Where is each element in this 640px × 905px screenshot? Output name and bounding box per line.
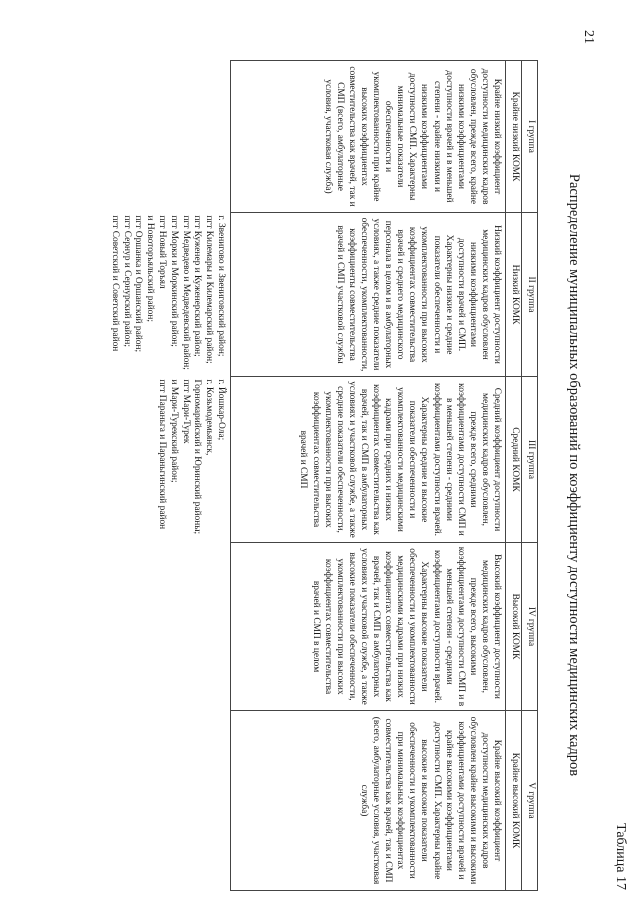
page-number: 21 <box>581 30 596 44</box>
municipality-item: г. Козьмодемьянск, <box>204 379 215 456</box>
level-header-row <box>506 61 522 891</box>
group-header-5: V группа <box>522 711 538 891</box>
rotated-page-content <box>68 60 628 890</box>
municipality-item: пгт Мари-Турек <box>180 379 191 444</box>
group-header-row <box>522 61 538 891</box>
municipalities-cell-5 <box>68 711 231 891</box>
municipality-item: и Мари-Турекский район; <box>168 379 179 483</box>
level-header-4: Высокий КОМК <box>506 543 522 711</box>
municipality-item: пгт Оршанка и Оршанский район; <box>133 215 144 353</box>
description-cell-1: Крайне низкий коэффициент доступности медицинских кадров обусловлен, прежде всего, крайне низкими коэффициентами доступности врачей и в меньшей степени - крайне низкими и низкими коэффициентами доступности СМП. Характерны минимальные показатели обеспеченности и укомплектованности при крайне высоких коэффициентах совместительства как врачей, так и СМП (всего, амбулаторные условия, участковая служба) <box>231 61 506 213</box>
municipalities-cell-4 <box>68 543 231 711</box>
municipality-item: пгт Медведево и Медведевский район; <box>180 215 191 370</box>
municipality-item: пгт Килемары и Килемарский район; <box>204 215 215 364</box>
municipality-item: г. Звенигово и Звениговский район; <box>216 215 227 357</box>
municipality-item: пгт Параньга и Параньгинский район <box>157 379 168 530</box>
municipality-item: пгт Морки и Моркинский район; <box>168 215 179 347</box>
level-header-3: Средний КОМК <box>506 377 522 543</box>
description-cell-4: Высокий коэффициент доступности медицинских кадров обусловлен, прежде всего, высокими коэффициентами доступности СМП и в меньшей степени - средними коэффициентами доступности врачей. Характерны высокие показатели обеспеченности и укомплектованности медицинскими кадрами при низких коэффициентах совместительства как врачей, так и СМП в амбулаторных условиях и участковой службе, а также высокие показатели обеспеченности, укомплектованности при высоких коэффициентах совместительства врачей и СМП в целом <box>231 543 506 711</box>
municipalities-cell-3 <box>68 377 231 543</box>
municipalities-cell-2 <box>68 213 231 377</box>
table-label: Таблица 17 <box>613 823 628 890</box>
municipality-item: Горномарийский и Юринский районы; <box>192 379 203 535</box>
municipalities-cell-1 <box>68 61 231 213</box>
municipality-item: пгт Новый Торъял <box>157 215 168 289</box>
group-header-3: III группа <box>522 377 538 543</box>
municipality-item: пгт Советский и Советский район <box>109 215 120 352</box>
group-header-1: I группа <box>522 61 538 213</box>
level-header-1: Крайне низкий КОМК <box>506 61 522 213</box>
table-title: Распределение муниципальных образований по коэффициенту доступности медицинских кадров <box>566 173 582 777</box>
distribution-table <box>68 60 538 891</box>
description-cell-5: Крайне высокий коэффициент доступности медицинских кадров обусловлен крайне высокими и высокими коэффициентами доступности врачей и крайне высокими коэффициентами доступности СМП. Характерны крайне высокие и высокие показатели обеспеченности и укомплектованности при минимальных коэффициентах совместительства как врачей, так и СМП (всего, амбулаторные условия, участковая служба) <box>231 711 506 891</box>
municipality-item: г. Йошкар-Ола; <box>216 379 227 441</box>
description-cell-2: Низкий коэффициент доступности медицинских кадров обусловлен низкими коэффициентами доступности врачей и СМП. Характерны низкие и средние показатели обеспеченности и укомплектованности при высоких коэффициентах совместительства врачей и среднего медицинского персонала в целом и в амбулаторных условиях, а также средние показатели обеспеченности, укомплектованности, коэффициенты совместительства врачей и СМП участковой службы <box>231 213 506 377</box>
description-row <box>231 61 506 891</box>
municipality-item: пгт Сернур и Сернурский район; <box>121 215 132 347</box>
description-cell-3: Средний коэффициент доступности медицинских кадров обусловлен, прежде всего, средними коэффициентами доступности СМП и в меньшей степени - средними коэффициентами доступности врачей. Характерны средние и высокие показатели обеспеченности и укомплектованности медицинскими кадрами при средних и низких коэффициентах совместительства как врачей, так и СМП в амбулаторных условиях и участковой службе, а также средние показатели обеспеченности, укомплектованности при высоких коэффициентах совместительства врачей и СМП <box>231 377 506 543</box>
level-header-5: Крайне высокий КОМК <box>506 711 522 891</box>
municipalities-row <box>68 61 231 891</box>
group-header-4: IV группа <box>522 543 538 711</box>
level-header-2: Низкий КОМК <box>506 213 522 377</box>
group-header-2: II группа <box>522 213 538 377</box>
municipality-item: и Новоторъяльский район; <box>145 215 156 322</box>
municipality-item: пгт Куженер и Куженерский район; <box>192 215 203 357</box>
